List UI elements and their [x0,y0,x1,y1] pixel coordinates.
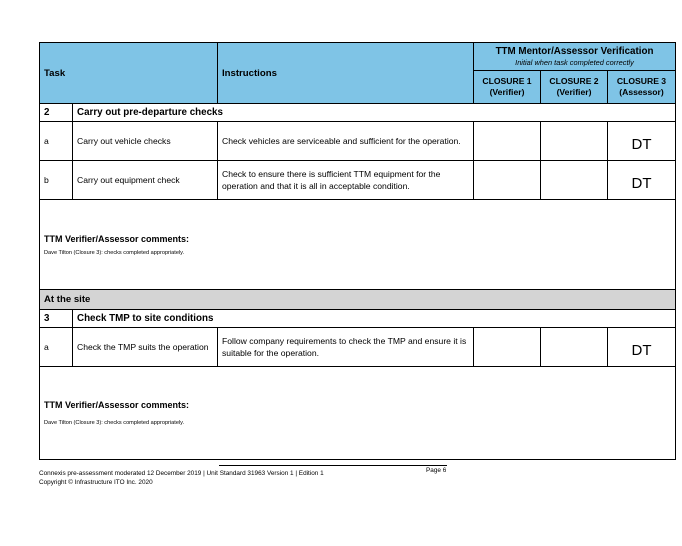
closure-2-cell[interactable] [541,328,608,367]
table-row [40,122,676,161]
task-description: Carry out vehicle checks [73,122,218,161]
footer-copyright: Copyright © Infrastructure ITO Inc. 2020 [39,479,153,486]
table-row [40,328,676,367]
task-instruction: Follow company requirements to check the TMP and ensure it is suitable for the operation. [218,328,474,367]
section-2-number: 2 [40,104,73,122]
closure-2-role: (Verifier) [556,87,592,97]
closure-1-label: CLOSURE 1 [482,76,532,86]
section-3-comments-row [40,367,676,460]
section-2-comments-row [40,200,676,290]
site-heading-row [40,290,676,310]
table-row [40,161,676,200]
closure-2-header [541,71,608,104]
verification-title: TTM Mentor/Assessor Verification [495,46,654,57]
section-3-title: Check TMP to site conditions [73,310,676,328]
row-letter: a [40,328,73,367]
task-instruction: Check vehicles are serviceable and sufficient for the operation. [218,122,474,161]
closure-3-header [608,71,676,104]
closure-1-cell[interactable] [474,161,541,200]
row-letter: a [40,122,73,161]
closure-1-header [474,71,541,104]
footer-divider [219,465,447,466]
closure-3-role: (Assessor) [619,87,664,97]
closure-3-initials[interactable]: DT [608,328,676,367]
section-2-title: Carry out pre-departure checks [73,104,676,122]
comments-box[interactable] [40,200,676,290]
table-header-row [40,43,676,71]
footer-moderation-line: Connexis pre-assessment moderated 12 December 2019 | Unit Standard 31963 Version 1 | Edition 1 [39,470,324,477]
site-heading: At the site [40,290,676,310]
closure-2-cell[interactable] [541,122,608,161]
section-3-heading-row [40,310,676,328]
task-description: Carry out equipment check [73,161,218,200]
task-description: Check the TMP suits the operation [73,328,218,367]
task-column-header: Task [40,43,218,104]
comments-box[interactable] [40,367,676,460]
row-letter: b [40,161,73,200]
closure-1-cell[interactable] [474,328,541,367]
comments-title: TTM Verifier/Assessor comments: [44,233,190,244]
comments-text: Dave Tilton (Closure 3): checks completed appropriately. [44,420,185,426]
instructions-column-header: Instructions [218,43,474,104]
comments-text: Dave Tilton (Closure 3): checks completed appropriately. [44,249,185,256]
closure-3-initials[interactable]: DT [608,161,676,200]
task-instruction: Check to ensure there is sufficient TTM equipment for the operation and that it is all in acceptable condition. [218,161,474,200]
section-3-number: 3 [40,310,73,328]
closure-1-role: (Verifier) [489,87,525,97]
comments-title: TTM Verifier/Assessor comments: [44,400,190,410]
footer-info [39,469,324,487]
verification-subtitle: Initial when task completed correctly [515,58,634,67]
verification-header [474,43,676,71]
closure-1-cell[interactable] [474,122,541,161]
closure-3-label: CLOSURE 3 [616,76,667,86]
verification-table [39,42,676,460]
closure-2-label: CLOSURE 2 [549,76,599,86]
closure-2-cell[interactable] [541,161,608,200]
page-number: Page 6 [426,467,447,474]
closure-3-initials[interactable]: DT [608,122,676,161]
section-2-heading-row [40,104,676,122]
